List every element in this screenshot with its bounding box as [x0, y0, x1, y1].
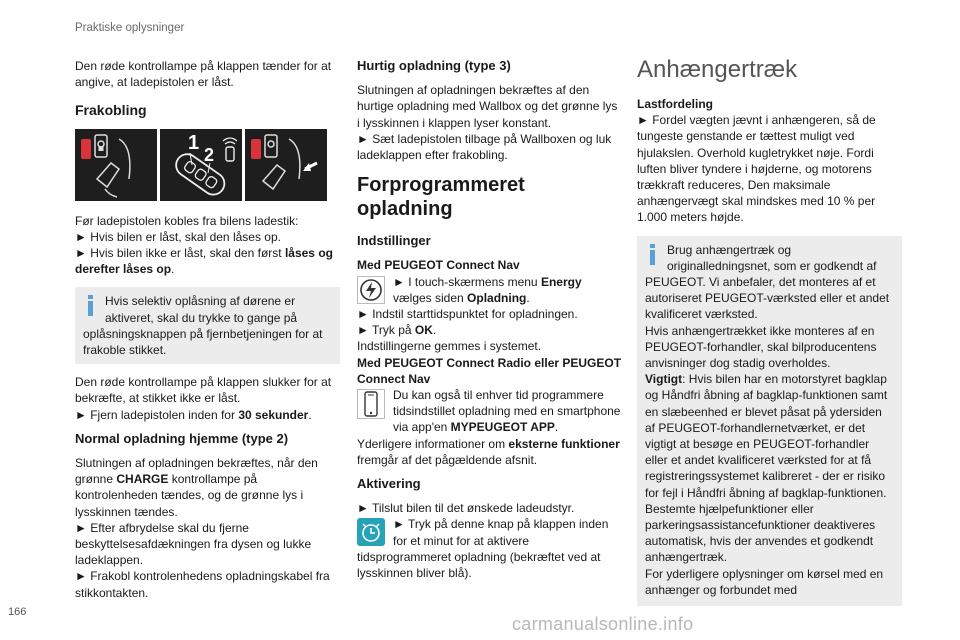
watermark: carmanualsonline.info: [512, 614, 694, 634]
disconnect-step-1: ► Hvis bilen er låst, skal den låses op.: [75, 229, 281, 244]
lamp-off-text: Den røde kontrollampe på klappen slukker for at bekræfte, at stikket ikke er låst.: [75, 375, 332, 406]
heading-load-distribution: Lastfordeling: [637, 97, 714, 111]
figure-lock-flap: [75, 129, 157, 201]
info-note-towbar: [637, 236, 902, 606]
intro-text: Den røde kontrollampe på klappen tænder for at angive, at ladepistolen er låst.: [75, 59, 332, 90]
normal-charging-text: Slutningen af opladningen bekræftes, når den grønne CHARGE kontrollampe på kontrolenheden tændes, og de grønne lys i lysskinnen tændes.: [75, 456, 318, 519]
lock-white-icon: [245, 129, 327, 201]
note-paragraph-2: Hvis anhængertrækket ikke monteres af en PEUGEOT-forhandler, skal bilproducentens anvisninger dog stadig overholdes.: [645, 323, 877, 371]
activation-step-2: ► Tryk på denne knap på klappen inden for et minut for at aktivere tidsprogrammeret opladning (bekræftet ved at lysskinnen bliver blå).: [357, 517, 609, 581]
heading-settings: Indstillinger: [357, 233, 431, 249]
info-note-selective-unlock: [75, 287, 340, 364]
info-icon: [647, 244, 659, 266]
running-header: Praktiske oplysninger: [75, 22, 185, 34]
note-paragraph-1: Brug anhængertræk og originalledningsnet, som er godkendt af PEUGEOT. Vi anbefaler, det monteres af et autoriseret PEUGEOT-værksted eller et andet kvalificeret værksted.: [645, 242, 890, 322]
note-paragraph-3: Vigtigt: Hvis bilen har en motorstyret bagklap og Håndfri åbning af bagklap-funktionen samt en slæbeenhed er blevet påsat på ydersiden af PEUGEOT-forhandlernetværket, er det vigtigt at besøge en PEUGEOT-forhandler eller et andet kvalificeret værksted for at få registreringssystemet kalibreret - der er risiko for fejl i Håndfri åbning af bagklap-funktionen.: [645, 372, 888, 500]
smartphone-icon: [357, 389, 385, 419]
note-paragraph-4: Bestemte hjælpefunktioner eller parkeringsassistancefunktioner deaktiveres automatisk, hvis der anvendes et godkendt anhængertræk.: [645, 501, 876, 565]
app-text: Du kan også til enhver tid programmere tidsindstillet opladning med en smartphone via app'en MYPEUGEOT APP.: [393, 388, 621, 435]
nav-step-1: ► I touch-skærmens menu Energy vælges siden Opladning.: [393, 274, 582, 305]
more-info-text: Yderligere informationer om eksterne funktioner fremgår af det pågældende afsnit.: [357, 436, 620, 467]
disconnect-step-2: ► Hvis bilen ikke er låst, skal den først låses og derefter låses op.: [75, 246, 333, 277]
heading-normal-charging: Normal opladning hjemme (type 2): [75, 430, 289, 446]
page-number: 166: [8, 606, 27, 618]
key-fob-icon: [160, 129, 242, 201]
column-2: [357, 58, 622, 581]
fast-charging-text: Slutningen af opladningen bekræftes af den hurtige opladning med Wallbox og det grønne lys i lysskinnen i klappen lyser konstant.: [357, 83, 618, 130]
nav-step-3: ► Tryk på OK.: [357, 323, 437, 338]
nav-saved-text: Indstillingerne gemmes i systemet.: [357, 339, 542, 354]
column-1: [75, 58, 340, 601]
figure-number-1: 1: [188, 131, 200, 154]
charge-timer-icon: [357, 518, 385, 546]
fast-charging-step: ► Sæt ladepistolen tilbage på Wallboxen og luk ladeklappen efter frakobling.: [357, 131, 612, 163]
normal-step-1: ► Efter afbrydelse skal du fjerne beskyttelsesafdækningen fra dysen og lukke ladeklappen.: [75, 520, 312, 568]
illustration-strip: [75, 129, 340, 201]
heading-fast-charging: Hurtig opladning (type 3): [357, 58, 511, 73]
remove-step: ► Fjern ladepistolen inden for 30 sekunder.: [75, 407, 312, 422]
connect-nav-label: Med PEUGEOT Connect Nav: [357, 258, 520, 273]
connect-radio-label: Med PEUGEOT Connect Radio eller PEUGEOT Connect Nav: [357, 355, 622, 386]
figure-key-fob: [160, 129, 242, 201]
heading-preprogrammed-charging: Forprogrammeret opladning: [357, 174, 525, 221]
figure-unplug: [245, 129, 327, 201]
figure-number-2: 2: [204, 144, 215, 165]
heading-towbar: Anhængertræk: [637, 56, 798, 83]
lock-red-icon: [75, 129, 157, 201]
disconnect-intro: Før ladepistolen kobles fra bilens ladestik:: [75, 213, 299, 228]
heading-activation: Aktivering: [357, 476, 421, 492]
note-paragraph-5: For yderligere oplysninger om kørsel med en anhænger og forbundet med: [645, 566, 884, 597]
energy-icon: [357, 276, 385, 304]
note-text: Hvis selektiv oplåsning af dørene er aktiveret, skal du trykke to gange på oplåsningsknappen på fjernbetjeningen for at frakoble stikket.: [83, 294, 323, 358]
heading-frakobling: Frakobling: [75, 102, 147, 119]
normal-step-2: ► Frakobl kontrolenhedens opladningskabel fra stikkontakten.: [75, 569, 330, 600]
column-3: [637, 58, 902, 616]
load-distribution-text: ► Fordel vægten jævnt i anhængeren, så de tungeste genstande er tættest muligt ved hjulakslen. Overhold kugletrykket nøje. Fordi luften bliver tyndere i højderne, og motorens trækkraft reduceres, Den maksimale anhængervægt skal mindskes med 10 % per 1.000 meters højde.: [637, 113, 876, 225]
nav-step-2: ► Indstil starttidspunktet for opladningen.: [357, 307, 578, 322]
info-icon: [85, 295, 97, 317]
activation-step-1: ► Tilslut bilen til det ønskede ladeudstyr.: [357, 501, 575, 516]
